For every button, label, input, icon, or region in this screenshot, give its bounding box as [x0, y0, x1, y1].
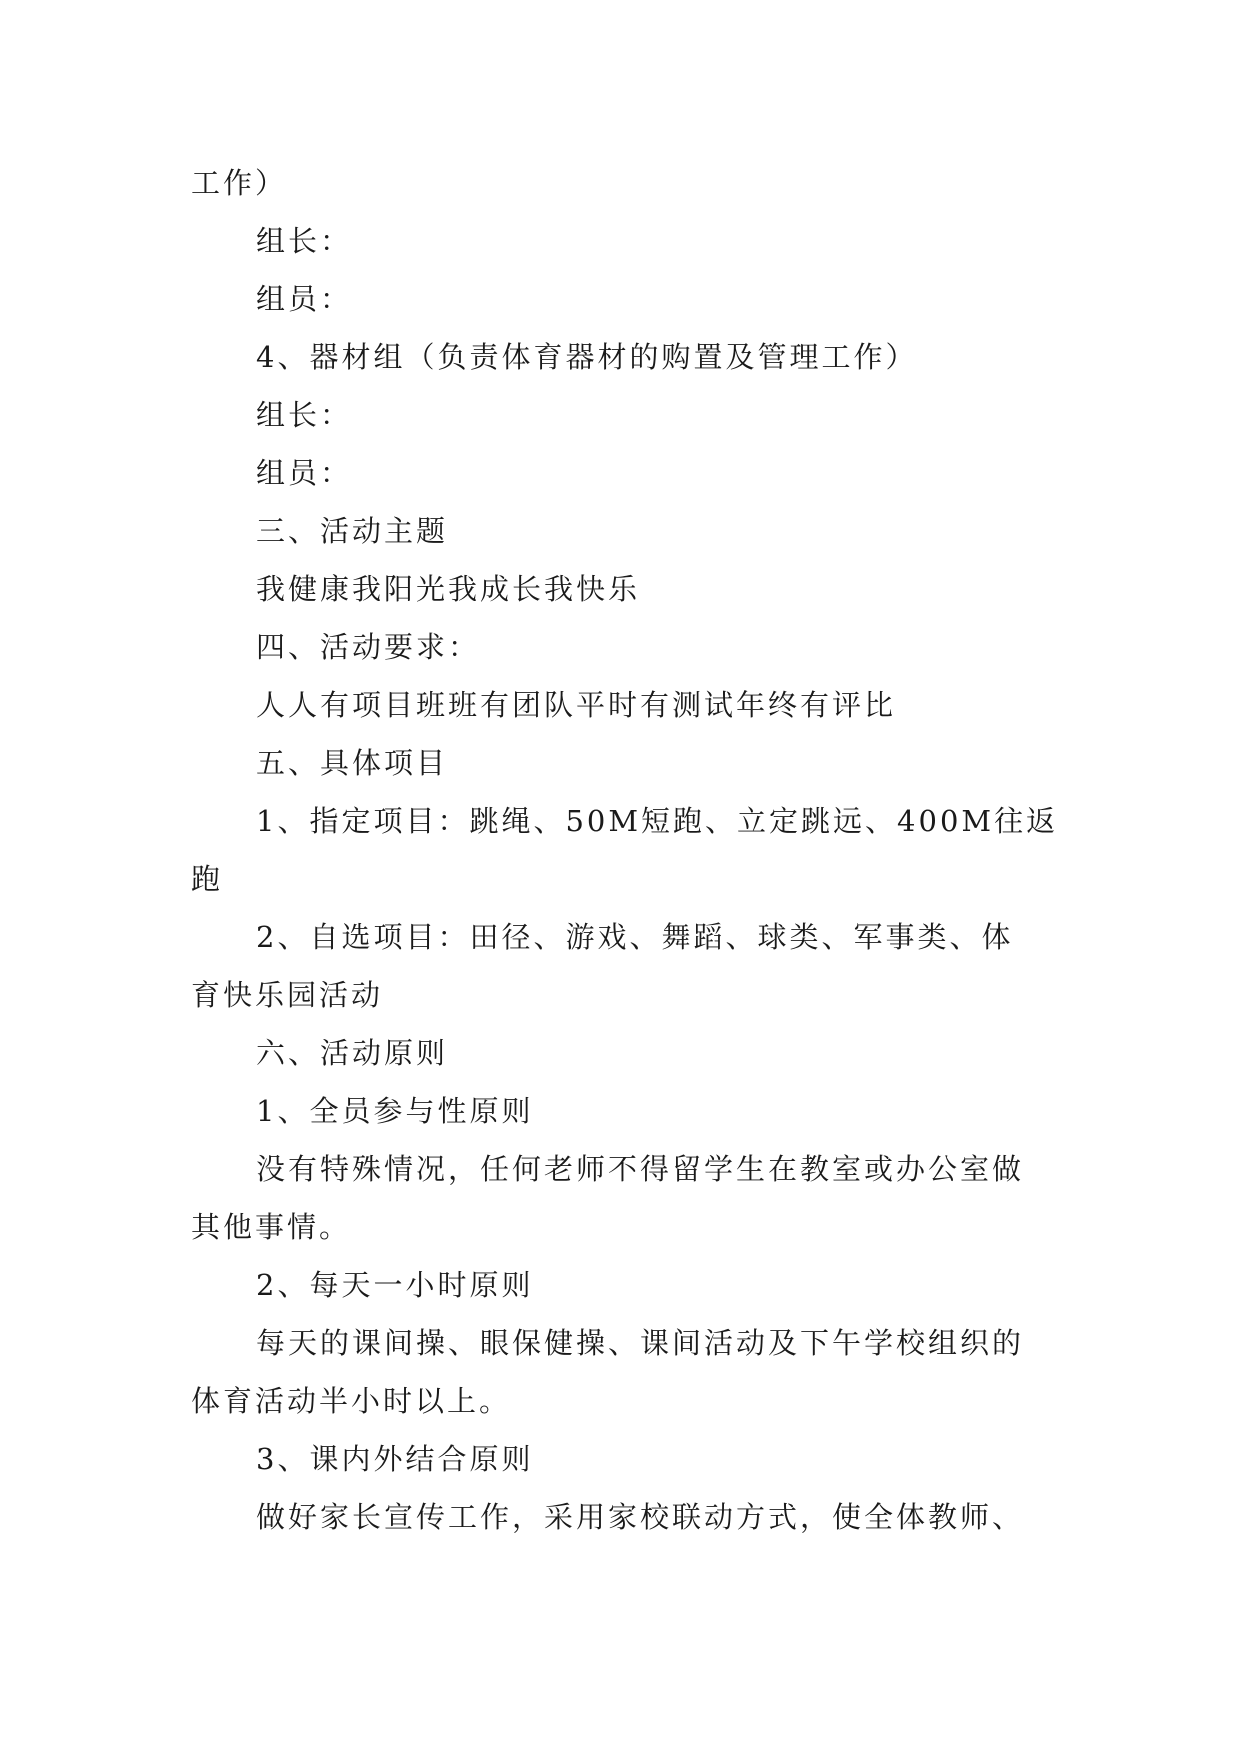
text-line: 1、指定项目：跳绳、50M短跑、立定跳远、400M往返	[256, 804, 1059, 838]
text-line: 跑	[191, 862, 224, 896]
text-line: 体育活动半小时以上。	[191, 1384, 512, 1418]
text-line: 每天的课间操、眼保健操、课间活动及下午学校组织的	[256, 1326, 1025, 1360]
section-heading: 五、具体项目	[256, 746, 449, 780]
text-line: 没有特殊情况，任何老师不得留学生在教室或办公室做	[256, 1152, 1025, 1186]
subsection-heading: 2、每天一小时原则	[256, 1268, 534, 1302]
section-heading: 六、活动原则	[256, 1036, 449, 1070]
subsection-heading: 3、课内外结合原则	[256, 1442, 534, 1476]
subsection-heading: 1、全员参与性原则	[256, 1094, 534, 1128]
section-heading: 四、活动要求：	[256, 630, 481, 664]
text-line: 组长：	[256, 398, 353, 432]
text-line: 组长：	[256, 224, 353, 258]
text-line: 其他事情。	[191, 1210, 352, 1244]
text-line: 工作）	[191, 166, 288, 200]
text-line: 人人有项目班班有团队平时有测试年终有评比	[256, 688, 897, 722]
text-line: 2、自选项目：田径、游戏、舞蹈、球类、军事类、体	[256, 920, 1014, 954]
text-line: 育快乐园活动	[191, 978, 384, 1012]
text-line: 组员：	[256, 456, 353, 490]
section-heading: 4、器材组（负责体育器材的购置及管理工作）	[256, 340, 918, 374]
text-line: 组员：	[256, 282, 353, 316]
section-heading: 三、活动主题	[256, 514, 449, 548]
text-line: 做好家长宣传工作，采用家校联动方式，使全体教师、	[256, 1500, 1025, 1534]
text-line: 我健康我阳光我成长我快乐	[256, 572, 641, 606]
